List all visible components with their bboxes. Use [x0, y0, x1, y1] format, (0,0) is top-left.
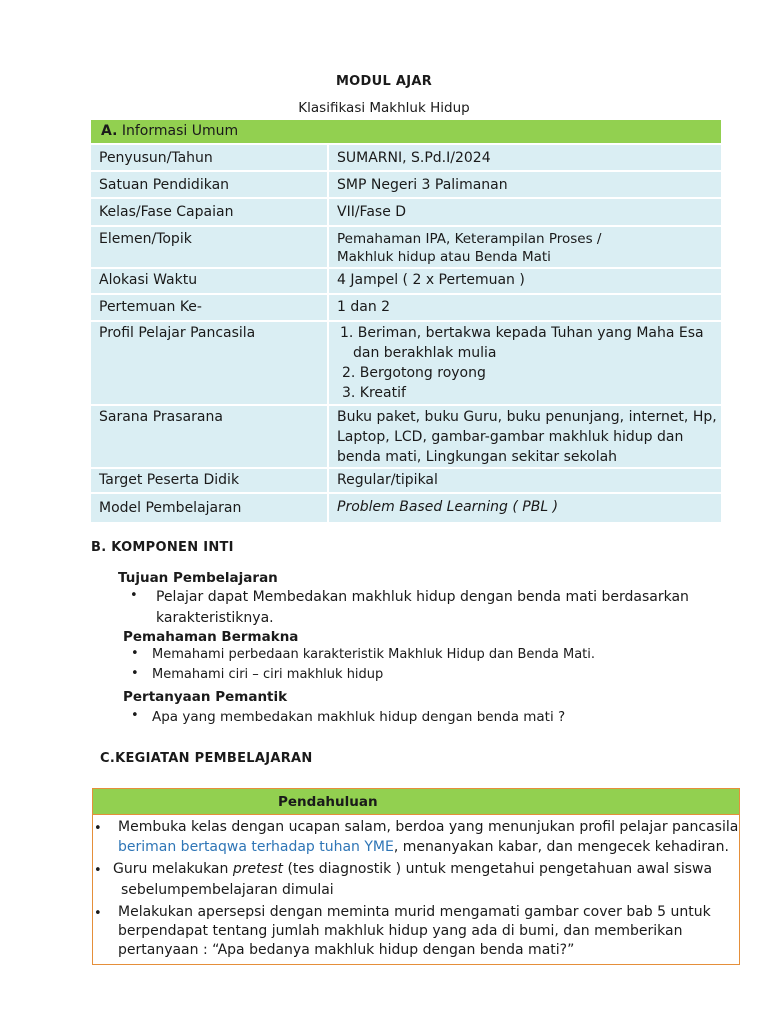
- bullet-dot: •: [131, 708, 139, 723]
- tujuan-line-2: karakteristiknya.: [156, 610, 274, 626]
- info-row-kelas: [91, 199, 721, 225]
- pendahuluan-label: Pendahuluan: [278, 794, 378, 810]
- row-value-line: Makhluk hidup atau Benda Mati: [337, 249, 551, 265]
- row-label: Target Peserta Didik: [99, 472, 240, 488]
- section-a-letter: A.: [101, 123, 118, 139]
- pend-item-1-line-1: Membuka kelas dengan ucapan salam, berdoa yang menunjukan profil pelajar pancasila: [118, 819, 739, 835]
- info-row-pertemuan: [91, 295, 721, 320]
- info-row-target: [91, 469, 721, 492]
- profil-item-2: 2. Bergotong royong: [342, 365, 486, 381]
- bullet-dot: •: [130, 588, 138, 603]
- row-label: Satuan Pendidikan: [99, 177, 230, 193]
- pendahuluan-header: [92, 788, 740, 815]
- row-value: SUMARNI, S.Pd.I/2024: [337, 150, 491, 166]
- bullet-dot: •: [131, 646, 139, 661]
- pendahuluan-body: [92, 815, 740, 965]
- pend-item-1-highlight: beriman bertaqwa terhadap tuhan YME: [118, 839, 394, 855]
- bullet-dot: •: [131, 666, 139, 681]
- row-label: Pertemuan Ke-: [99, 299, 202, 315]
- row-label: Penyusun/Tahun: [99, 150, 213, 166]
- row-label: Kelas/Fase Capaian: [99, 204, 234, 220]
- pend-item-2-line-1: Guru melakukan pretest (tes diagnostik ) untuk mengetahui pengetahuan awal siswa: [113, 861, 713, 877]
- info-row-satuan: [91, 172, 721, 197]
- info-row-penyusun: [91, 145, 721, 170]
- document-subtitle: Klasifikasi Makhluk Hidup: [298, 100, 470, 116]
- row-label: Alokasi Waktu: [99, 272, 198, 288]
- info-header-row: [91, 120, 721, 143]
- pertanyaan-heading: Pertanyaan Pemantik: [123, 689, 288, 705]
- pemahaman-item-1: Memahami perbedaan karakteristik Makhluk Hidup dan Benda Mati.: [152, 647, 596, 662]
- profil-item-1-cont: dan berakhlak mulia: [353, 345, 497, 361]
- row-value: VII/Fase D: [337, 204, 407, 220]
- section-c-title: C.KEGIATAN PEMBELAJARAN: [100, 751, 313, 766]
- row-value-line: benda mati, Lingkungan sekitar sekolah: [337, 449, 618, 465]
- row-value: 4 Jampel ( 2 x Pertemuan ): [337, 272, 525, 288]
- bullet-dot: •: [94, 863, 102, 878]
- document-title: MODUL AJAR: [335, 74, 433, 89]
- row-value-line: Pemahaman IPA, Keterampilan Proses /: [337, 231, 602, 247]
- bullet-dot: •: [94, 906, 102, 921]
- row-value-line: Laptop, LCD, gambar-gambar makhluk hidup dan: [337, 429, 684, 445]
- pend-item-1-line-2: beriman bertaqwa terhadap tuhan YME, menanyakan kabar, dan mengecek kehadiran.: [118, 839, 729, 855]
- row-label: Elemen/Topik: [99, 231, 192, 247]
- row-label: Model Pembelajaran: [99, 500, 242, 516]
- row-value: Problem Based Learning ( PBL ): [337, 499, 559, 515]
- info-row-model: [91, 494, 721, 522]
- info-row-sarana: [91, 406, 721, 467]
- pemahaman-heading: Pemahaman Bermakna: [123, 629, 299, 645]
- row-label: Sarana Prasarana: [99, 409, 223, 425]
- bullet-dot: •: [94, 821, 102, 836]
- pend-item-3-line-1: Melakukan apersepsi dengan meminta murid mengamati gambar cover bab 5 untuk: [118, 904, 711, 920]
- pemahaman-item-2: Memahami ciri – ciri makhluk hidup: [152, 667, 384, 682]
- tujuan-heading: Tujuan Pembelajaran: [118, 570, 278, 586]
- info-row-elemen: [91, 227, 721, 267]
- pend-item-3-line-3: pertanyaan : “Apa bedanya makhluk hidup dengan benda mati?”: [118, 942, 575, 958]
- pend-item-2-line-2: sebelumpembelajaran dimulai: [121, 882, 334, 898]
- section-b-title: B. KOMPONEN INTI: [91, 540, 234, 555]
- row-value-line: Buku paket, buku Guru, buku penunjang, internet, Hp,: [337, 409, 717, 425]
- profil-item-1: 1. Beriman, bertakwa kepada Tuhan yang Maha Esa: [340, 325, 704, 341]
- row-label: Profil Pelajar Pancasila: [99, 325, 256, 341]
- row-value: 1 dan 2: [337, 299, 391, 315]
- row-value: SMP Negeri 3 Palimanan: [337, 177, 508, 193]
- info-row-profil: [91, 322, 721, 404]
- pend-item-3-line-2: berpendapat tentang jumlah makhluk hidup yang ada di bumi, dan memberikan: [118, 923, 683, 939]
- row-value: Regular/tipikal: [337, 472, 438, 488]
- pertanyaan-item-1: Apa yang membedakan makhluk hidup dengan benda mati ?: [152, 709, 566, 725]
- profil-item-3: 3. Kreatif: [342, 385, 406, 401]
- section-a-title: Informasi Umum: [121, 123, 239, 139]
- tujuan-line-1: Pelajar dapat Membedakan makhluk hidup dengan benda mati berdasarkan: [156, 589, 689, 605]
- info-row-alokasi: [91, 269, 721, 293]
